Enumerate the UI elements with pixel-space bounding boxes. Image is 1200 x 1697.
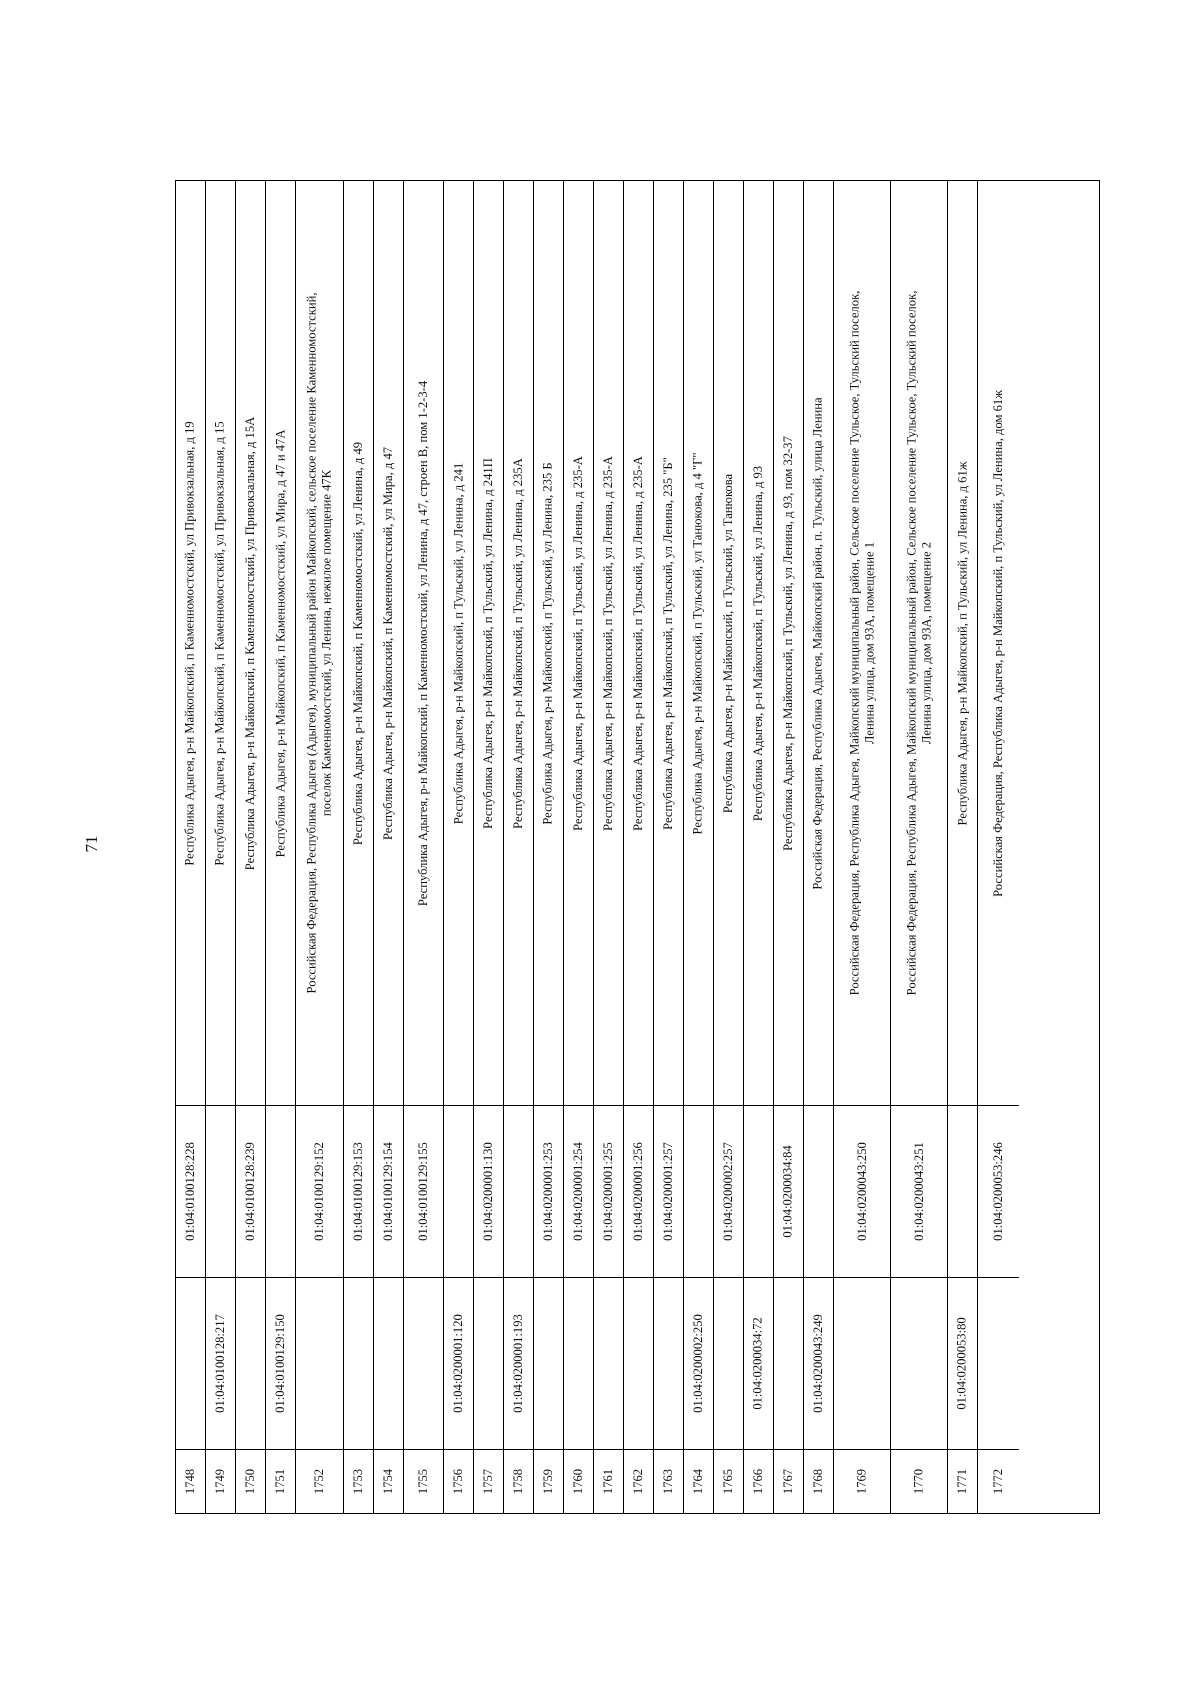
cadastral-number-1 xyxy=(564,1277,593,1449)
cadastral-number-1 xyxy=(804,1277,833,1449)
table-row xyxy=(344,181,374,1513)
address-line: Российская Федерация, Республика Адыгея (Адыгея), муниципальный район Майкопский, сельское поселение Каменномостский, xyxy=(304,292,319,994)
cadastral-number-1 xyxy=(624,1277,653,1449)
cadastral-number-2-text: 01:04:0200001:130 xyxy=(481,1142,495,1241)
table-row xyxy=(684,181,714,1513)
cadastral-number-2 xyxy=(504,1105,533,1277)
cadastral-number-1 xyxy=(594,1277,623,1449)
address-text xyxy=(904,291,934,996)
cadastral-number-2 xyxy=(374,1105,403,1277)
table-row xyxy=(624,181,654,1513)
address-line: Республика Адыгея, р-н Майкопский, п Каменномостский, ул Ленина, д 49 xyxy=(351,441,366,845)
address-text xyxy=(661,457,676,830)
address-line: Республика Адыгея, р-н Майкопский, п Каменномостский, ул Ленина, д 47, строен В, пом 1-2-3-4 xyxy=(416,380,430,906)
address-text xyxy=(183,421,198,865)
table-row xyxy=(504,181,534,1513)
cadastral-number-1 xyxy=(474,1277,503,1449)
cadastral-number-2-text: 01:04:0200043:251 xyxy=(911,1142,926,1241)
cadastral-number-2-text: 01:04:0200001:253 xyxy=(541,1142,555,1241)
row-number-text: 1761 xyxy=(601,1468,615,1495)
address xyxy=(624,181,653,1105)
row-number-text: 1754 xyxy=(381,1468,395,1495)
row-number xyxy=(624,1449,653,1513)
cadastral-number-2-text: 01:04:0200034:84 xyxy=(781,1145,796,1238)
cadastral-number-2 xyxy=(236,1105,265,1277)
cadastral-number-2-text: 01:04:0200001:255 xyxy=(601,1142,615,1241)
address-line: Республика Адыгея, р-н Майкопский, п Тульский, ул Ленина, д 93, пом 32-37 xyxy=(781,435,795,851)
cadastral-number-2-text: 01:04:0200001:257 xyxy=(661,1142,675,1241)
cadastral-number-1 xyxy=(444,1277,473,1449)
address xyxy=(444,181,473,1105)
address xyxy=(534,181,563,1105)
address xyxy=(594,181,623,1105)
address xyxy=(834,181,890,1105)
address-line: Республика Адыгея, р-н Майкопский, п Каменномостский, ул Привокзальная, д 19 xyxy=(183,420,197,866)
row-number xyxy=(176,1449,205,1513)
page-number: 71 xyxy=(82,835,101,853)
row-number-text: 1758 xyxy=(511,1468,525,1495)
cadastral-number-1 xyxy=(236,1277,265,1449)
address-line: Республика Адыгея, р-н Майкопский, п Тульский, ул Ленина, д 93 xyxy=(751,465,765,821)
address-text xyxy=(691,452,706,834)
table-row xyxy=(891,181,948,1513)
address xyxy=(236,181,265,1105)
address-line: Республика Адыгея, р-н Майкопский, п Тульский, ул Танюкова, д 4 "Г" xyxy=(691,451,706,835)
address xyxy=(266,181,295,1105)
address-text xyxy=(351,441,366,844)
address-text xyxy=(601,456,616,831)
row-number xyxy=(948,1449,977,1513)
cadastral-number-1 xyxy=(176,1277,205,1449)
cadastral-number-1 xyxy=(206,1277,235,1449)
cadastral-number-1-text: 01:04:0200001:193 xyxy=(511,1314,525,1413)
address xyxy=(374,181,403,1105)
address-text xyxy=(273,429,288,857)
cadastral-number-1-text: 01:04:0200053:80 xyxy=(955,1317,970,1410)
table-row xyxy=(948,181,978,1513)
address xyxy=(948,181,977,1105)
address xyxy=(804,181,833,1105)
table-row xyxy=(266,181,296,1513)
address xyxy=(504,181,533,1105)
address-text xyxy=(481,458,496,829)
table-row xyxy=(444,181,474,1513)
property-table xyxy=(175,180,1100,1514)
cadastral-number-2 xyxy=(564,1105,593,1277)
cadastral-number-1-text: 01:04:0200001:120 xyxy=(451,1314,465,1413)
cadastral-number-1-text: 01:04:0100128:217 xyxy=(213,1314,227,1413)
row-number xyxy=(374,1449,403,1513)
address-text xyxy=(305,293,335,994)
table-row xyxy=(744,181,774,1513)
address-line: Российская Федерация, Республика Адыгея, Майкопский муниципальный район, Сельское поселение Тульское, Тульский поселок, xyxy=(904,290,919,996)
row-number xyxy=(804,1449,833,1513)
cadastral-number-1 xyxy=(534,1277,563,1449)
cadastral-number-1-text: 01:04:0200002:250 xyxy=(691,1314,705,1413)
cadastral-number-2-text: 01:04:0100129:155 xyxy=(416,1142,430,1241)
row-number-text: 1753 xyxy=(351,1468,365,1495)
cadastral-number-2 xyxy=(404,1105,443,1277)
address-line: Ленина улица, дом 93А, помещение 2 xyxy=(919,541,934,745)
row-number xyxy=(978,1449,1019,1513)
table-row xyxy=(206,181,236,1513)
address-line: Российская Федерация, Республика Адыгея, Майкопский муниципальный район, Сельское поселение Тульское, Тульский поселок, xyxy=(847,290,862,996)
table-row xyxy=(474,181,504,1513)
cadastral-number-2 xyxy=(774,1105,803,1277)
cadastral-number-2 xyxy=(296,1105,343,1277)
table-row xyxy=(374,181,404,1513)
table-row xyxy=(834,181,891,1513)
address xyxy=(774,181,803,1105)
table-row xyxy=(774,181,804,1513)
cadastral-number-1 xyxy=(266,1277,295,1449)
address-text xyxy=(571,456,586,831)
cadastral-number-2 xyxy=(891,1105,947,1277)
row-number xyxy=(654,1449,683,1513)
row-number xyxy=(206,1449,235,1513)
address-text xyxy=(416,380,431,905)
cadastral-number-1 xyxy=(714,1277,743,1449)
cadastral-number-2-text: 01:04:0100129:154 xyxy=(381,1142,395,1241)
row-number-text: 1766 xyxy=(751,1468,765,1495)
row-number xyxy=(594,1449,623,1513)
address xyxy=(296,181,343,1105)
row-number-text: 1770 xyxy=(911,1468,926,1495)
cadastral-number-1 xyxy=(891,1277,947,1449)
address-line: Республика Адыгея, р-н Майкопский, п Каменномостский, ул Привокзальная, д 15А xyxy=(243,416,257,870)
row-number xyxy=(236,1449,265,1513)
row-number xyxy=(684,1449,713,1513)
row-number xyxy=(774,1449,803,1513)
address-line: Республика Адыгея, р-н Майкопский, п Тульский, ул Ленина, д 235А xyxy=(511,457,525,829)
row-number-text: 1749 xyxy=(213,1468,227,1495)
row-number-text: 1769 xyxy=(854,1468,869,1495)
address-text xyxy=(541,462,556,824)
address-line: Республика Адыгея, р-н Майкопский, п Тульский, ул Танюкова xyxy=(721,473,735,813)
cadastral-number-2 xyxy=(176,1105,205,1277)
cadastral-number-1 xyxy=(374,1277,403,1449)
address-line: Республика Адыгея, р-н Майкопский, п Тульский, ул Ленина, д 235-А xyxy=(571,455,585,831)
cadastral-number-1 xyxy=(978,1277,1019,1449)
row-number xyxy=(344,1449,373,1513)
row-number-text: 1771 xyxy=(955,1468,969,1495)
cadastral-number-1 xyxy=(948,1277,977,1449)
row-number xyxy=(474,1449,503,1513)
address-text xyxy=(381,446,396,839)
cadastral-number-1-text: 01:04:0200034:72 xyxy=(751,1317,766,1410)
address-line: Республика Адыгея, р-н Майкопский, п Тульский, ул Ленина, д 61ж xyxy=(955,461,970,825)
cadastral-number-2 xyxy=(834,1105,890,1277)
table-row xyxy=(978,181,1019,1513)
cadastral-number-2 xyxy=(804,1105,833,1277)
cadastral-number-1 xyxy=(684,1277,713,1449)
address-line: Республика Адыгея, р-н Майкопский, п Тульский, ул Ленина, д 235-А xyxy=(631,455,645,831)
table-row xyxy=(236,181,266,1513)
table-row xyxy=(594,181,624,1513)
address-line: Республика Адыгея, р-н Майкопский, п Тульский, ул Ленина, д 235-А xyxy=(601,455,615,831)
cadastral-number-2 xyxy=(594,1105,623,1277)
row-number xyxy=(296,1449,343,1513)
cadastral-number-2-text: 01:04:0200053:246 xyxy=(991,1142,1005,1241)
cadastral-number-2-text: 01:04:0200043:250 xyxy=(854,1142,869,1241)
row-number-text: 1750 xyxy=(243,1468,257,1495)
address xyxy=(744,181,773,1105)
row-number-text: 1755 xyxy=(416,1468,430,1495)
cadastral-number-2 xyxy=(948,1105,977,1277)
address-text xyxy=(451,462,466,824)
cadastral-number-2 xyxy=(534,1105,563,1277)
address-text xyxy=(811,397,826,889)
cadastral-number-2 xyxy=(978,1105,1019,1277)
address-line: Республика Адыгея, р-н Майкопский, п Каменномостский, ул Мира, д 47 xyxy=(381,446,396,840)
cadastral-number-1-text: 01:04:0100129:150 xyxy=(273,1314,287,1413)
address xyxy=(474,181,503,1105)
cadastral-number-1 xyxy=(404,1277,443,1449)
table-row xyxy=(176,181,206,1513)
address-text xyxy=(847,291,877,996)
table-row xyxy=(534,181,564,1513)
cadastral-number-2-text: 01:04:0100128:228 xyxy=(183,1142,197,1241)
cadastral-number-2 xyxy=(206,1105,235,1277)
address-line: Российская Федерация, Республика Адыгея, р-н Майкопский, п Тульский, ул Ленина, дом 61ж xyxy=(991,389,1005,897)
address-line: Республика Адыгея, р-н Майкопский, п Каменномостский, ул Привокзальная, д 15 xyxy=(213,420,227,866)
address xyxy=(206,181,235,1105)
address-text xyxy=(243,416,258,869)
row-number-text: 1752 xyxy=(312,1468,326,1495)
row-number xyxy=(834,1449,890,1513)
row-number-text: 1757 xyxy=(481,1468,495,1495)
row-number-text: 1760 xyxy=(571,1468,585,1495)
address xyxy=(684,181,713,1105)
row-number xyxy=(266,1449,295,1513)
row-number xyxy=(444,1449,473,1513)
cadastral-number-2 xyxy=(654,1105,683,1277)
cadastral-number-2 xyxy=(744,1105,773,1277)
address xyxy=(344,181,373,1105)
table-row xyxy=(296,181,344,1513)
row-number xyxy=(891,1449,947,1513)
address-line: Российская Федерация, Республика Адыгея, Майкопский район, п. Тульский, улица Ленина xyxy=(811,396,826,890)
address-text xyxy=(955,461,970,825)
cadastral-number-2 xyxy=(444,1105,473,1277)
row-number-text: 1759 xyxy=(541,1468,555,1495)
address-line: Республика Адыгея, р-н Майкопский, п Тульский, ул Ленина, д 241П xyxy=(481,457,495,829)
cadastral-number-2 xyxy=(266,1105,295,1277)
row-number-text: 1748 xyxy=(183,1468,197,1495)
cadastral-number-2 xyxy=(474,1105,503,1277)
address-text xyxy=(721,473,736,812)
address xyxy=(891,181,947,1105)
address-text xyxy=(991,390,1006,897)
address-line: поселок Каменномостский, ул Ленина, нежилое помещение 47К xyxy=(319,469,334,817)
address-text xyxy=(751,465,766,820)
address xyxy=(978,181,1019,1105)
cadastral-number-2 xyxy=(624,1105,653,1277)
row-number-text: 1763 xyxy=(661,1468,675,1495)
address xyxy=(176,181,205,1105)
row-number xyxy=(714,1449,743,1513)
address-line: Ленина улица, дом 93А, помещение 1 xyxy=(862,541,877,745)
cadastral-number-1 xyxy=(654,1277,683,1449)
row-number xyxy=(744,1449,773,1513)
cadastral-number-2 xyxy=(684,1105,713,1277)
cadastral-number-1 xyxy=(504,1277,533,1449)
row-number xyxy=(404,1449,443,1513)
address xyxy=(564,181,593,1105)
address-line: Республика Адыгея, р-н Майкопский, п Каменномостский, ул Мира, д 47 и 47А xyxy=(273,429,288,857)
address-text xyxy=(781,436,796,851)
address-text xyxy=(511,458,526,829)
row-number-text: 1767 xyxy=(781,1468,795,1495)
cadastral-number-2 xyxy=(714,1105,743,1277)
row-number-text: 1764 xyxy=(691,1468,705,1495)
row-number-text: 1768 xyxy=(811,1468,825,1495)
table-row xyxy=(404,181,444,1513)
table-row xyxy=(714,181,744,1513)
cadastral-number-2-text: 01:04:0100129:152 xyxy=(312,1142,326,1241)
table-row xyxy=(564,181,594,1513)
address xyxy=(714,181,743,1105)
cadastral-number-2-text: 01:04:0200001:254 xyxy=(571,1142,585,1241)
row-number xyxy=(534,1449,563,1513)
address-line: Республика Адыгея, р-н Майкопский, п Тульский, ул Ленина, 235 Б xyxy=(541,461,555,825)
row-number-text: 1762 xyxy=(631,1468,645,1495)
row-number xyxy=(564,1449,593,1513)
cadastral-number-1 xyxy=(344,1277,373,1449)
address-text xyxy=(631,456,646,831)
table-row xyxy=(654,181,684,1513)
address xyxy=(654,181,683,1105)
row-number-text: 1765 xyxy=(721,1468,735,1495)
cadastral-number-1 xyxy=(296,1277,343,1449)
row-number xyxy=(504,1449,533,1513)
row-number-text: 1772 xyxy=(991,1468,1005,1495)
row-number-text: 1756 xyxy=(451,1468,465,1495)
cadastral-number-1 xyxy=(834,1277,890,1449)
cadastral-number-2-text: 01:04:0200002:257 xyxy=(721,1142,735,1241)
cadastral-number-1 xyxy=(774,1277,803,1449)
cadastral-number-2 xyxy=(344,1105,373,1277)
address-text xyxy=(213,421,228,865)
table-row xyxy=(804,181,834,1513)
cadastral-number-1-text: 01:04:0200043:249 xyxy=(811,1314,825,1413)
row-number-text: 1751 xyxy=(273,1468,287,1495)
cadastral-number-2-text: 01:04:0100129:153 xyxy=(351,1142,365,1241)
cadastral-number-1 xyxy=(744,1277,773,1449)
address-line: Республика Адыгея, р-н Майкопский, п Тульский, ул Ленина, д 241 xyxy=(451,462,466,824)
cadastral-number-2-text: 01:04:0200001:256 xyxy=(631,1142,645,1241)
address xyxy=(404,181,443,1105)
cadastral-number-2-text: 01:04:0100128:239 xyxy=(243,1142,257,1241)
address-line: Республика Адыгея, р-н Майкопский, п Тульский, ул Ленина, 235 "Б" xyxy=(661,456,675,830)
